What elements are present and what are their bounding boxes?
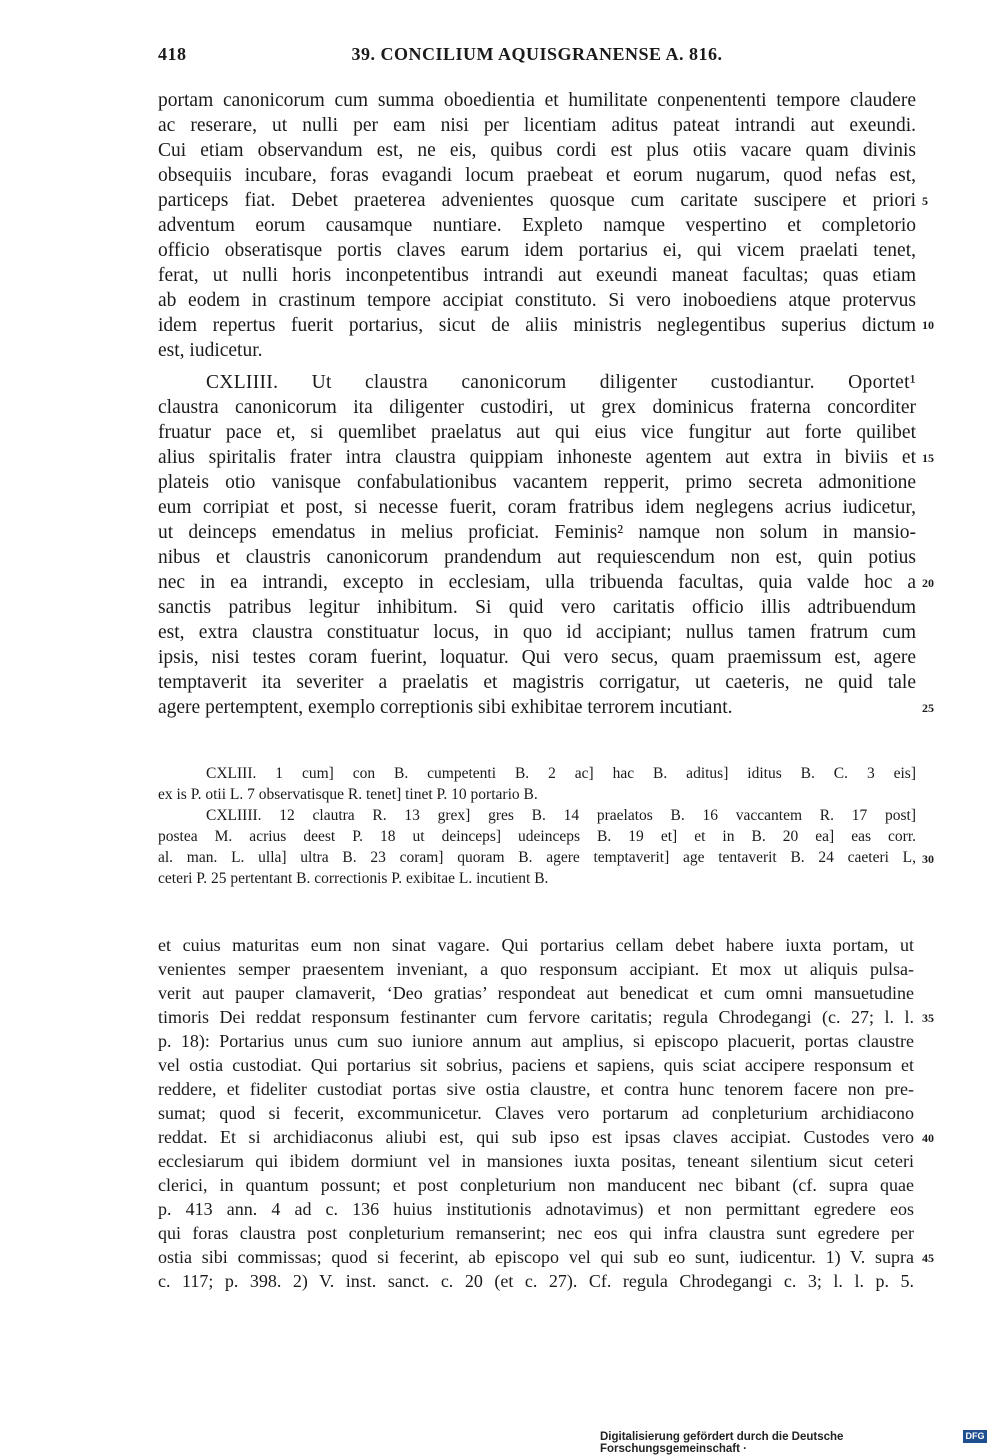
line-number: 10 xyxy=(922,318,934,332)
text-line: ferat, ut nulli horis inconpetentibus intrandi aut exeundi maneat facultas; quas etiam xyxy=(158,265,916,286)
apparatus-line: ex is P. otii L. 7 observatisque R. tenet] tinet P. 10 portario B. xyxy=(158,786,538,803)
line-number: 5 xyxy=(922,194,928,208)
note-line: qui foras claustra post conpleturium remanserint; nec eos qui infra claustra sunt egredere per xyxy=(158,1223,914,1243)
text-line: alius spiritalis frater intra claustra quippiam inhoneste agentem aut extra in biviis et xyxy=(158,447,916,468)
note-line: et cuius maturitas eum non sinat vagare. Qui portarius cellam debet habere iuxta portam, ut xyxy=(158,935,914,955)
note-line: reddere, et fideliter custodiat portas sive ostia claustre, et contra hunc tenorem facere non pre- xyxy=(158,1079,914,1099)
line-number: 40 xyxy=(922,1131,934,1145)
running-head xyxy=(158,44,916,70)
line-number: 25 xyxy=(922,701,934,715)
text-line: portam canonicorum cum summa oboedientia et humilitate conpenententi tempore claudere xyxy=(158,90,916,111)
note-line: vel ostia custodiat. Qui portarius sit sobrius, paciens et sapiens, quis sciat accipere responsum et xyxy=(158,1055,914,1075)
note-line: c. 117; p. 398. 2) V. inst. sanct. c. 20 (et c. 27). Cf. regula Chrodegangi c. 3; l. l. p. 5. xyxy=(158,1271,914,1291)
note-line: verit aut pauper clamaverit, ‘Deo gratias’ respondeat aut benedicat et cum omni mansuetudine xyxy=(158,983,914,1003)
line-number: 30 xyxy=(922,852,934,866)
text-line: Cui etiam observandum est, ne eis, quibus cordi est plus otiis vacare quam divinis xyxy=(158,140,916,161)
text-line: est, extra claustra constituatur locus, in quo id accipiant; nullus tamen fratrum cum xyxy=(158,622,916,643)
text-line: ab eodem in crastinum tempore accipiat constituto. Si vero inoboediens atque protervus xyxy=(158,290,916,311)
note-line: p. 18): Portarius unus cum suo iuniore annum aut amplius, si episcopo placuerit, portas claustre xyxy=(158,1031,914,1051)
text-line: sanctis patribus legitur inhibitum. Si quid vero caritatis officio illis adtribuendum xyxy=(158,597,916,618)
text-line: agere pertemptent, exemplo correptionis sibi exhibitae terrorem incutiant. xyxy=(158,697,733,718)
note-line: venientes semper praesentem inveniant, a quo responsum accipiant. Et mox ut aliquis pulsa- xyxy=(158,959,914,979)
text-line: officio obseratisque portis claves earum idem portarius ei, qui vicem praelati tenet, xyxy=(158,240,916,261)
running-title: 39. CONCILIUM AQUISGRANENSE A. 816. xyxy=(351,44,723,64)
note-line: ostia sibi commissas; quod si fecerint, ab episcopo vel qui sub eo sunt, iudicentur. 1) V. supra xyxy=(158,1247,914,1267)
text-line: plateis otio vanisque confabulationibus vacantem repperit, primo secreta admonitione xyxy=(158,472,916,493)
apparatus-line: ceteri P. 25 pertentant B. correctionis P. exibitae L. incutient B. xyxy=(158,870,549,887)
text-line: particeps fiat. Debet praeterea advenientes quosque cum caritate suscipere et priori xyxy=(158,190,916,211)
apparatus-line: CXLIII. 1 cum] con B. cumpetenti B. 2 ac] hac B. aditus] iditus B. C. 3 eis] xyxy=(206,765,916,782)
line-number: 15 xyxy=(922,451,934,465)
apparatus-line: al. man. L. ulla] ultra B. 23 coram] quoram B. agere temptaverit] age tentaverit B. 24 caeteri L, xyxy=(158,849,916,866)
text-line: ipsis, nisi testes coram fuerint, loquatur. Qui vero secus, quam praemissum est, agere xyxy=(158,647,916,668)
note-line: reddat. Et si archidiaconus aliubi est, qui sub ipso est ipsas claves accipiat. Custodes vero xyxy=(158,1127,914,1147)
text-line: claustra canonicorum ita diligenter custodiri, ut grex dominicus fraterna concorditer xyxy=(158,397,916,418)
line-number: 20 xyxy=(922,576,934,590)
text-line: ac reserare, ut nulli per eam nisi per licentiam aditus pateat intrandi aut exeundi. xyxy=(158,115,916,136)
line-number: 45 xyxy=(922,1251,934,1265)
text-line: fruatur pace et, si quemlibet praelatus aut qui eius vice fungitur aut forte quilibet xyxy=(158,422,916,443)
text-line: idem repertus fuerit portarius, sicut de aliis ministris neglegentibus superius dictum xyxy=(158,315,916,336)
dfg-logo: DFG xyxy=(963,1430,987,1443)
text-line: est, iudicetur. xyxy=(158,340,263,361)
note-line: clerici, in quantum possunt; et post conpleturium non manducent nec bibant (cf. supra quae xyxy=(158,1175,914,1195)
text-line: nec in ea intrandi, excepto in ecclesiam, ulla tribuenda facultas, quia valde hoc a xyxy=(158,572,916,593)
apparatus-line: CXLIIII. 12 clautra R. 13 grex] gres B. 14 praelatos B. 16 vaccantem R. 17 post] xyxy=(206,807,916,824)
text-line: adventum eorum causamque nuntiare. Expleto namque vespertino et completorio xyxy=(158,215,916,236)
page-number: 418 xyxy=(158,44,187,64)
note-line: ecclesiarum qui ibidem dormiunt vel in mansiones iuxta positas, teneant silentium sicut ceteri xyxy=(158,1151,914,1171)
text-line: eum corripiat et post, si necesse fuerit, coram fratribus idem neglegens acrius iudicetur, xyxy=(158,497,916,518)
text-line: temptaverit ita severiter a praelatis et magistris corrigatur, ut caeteris, ne quid tale xyxy=(158,672,916,693)
text-line: nibus et claustris canonicorum prandendum aut requiescendum non est, quin potius xyxy=(158,547,916,568)
chapter-heading: CXLIIII. Ut claustra canonicorum diligenter custodiantur. Oportet¹ xyxy=(206,372,916,393)
apparatus-line: postea M. acrius deest P. 18 ut deinceps] udeinceps B. 19 et] et in B. 20 ea] eas corr. xyxy=(158,828,916,845)
digitization-credit: Digitalisierung gefördert durch die Deutsche Forschungsgemeinschaft · xyxy=(600,1431,844,1455)
note-line: p. 413 ann. 4 ad c. 136 huius institutionis adnotavimus) et non permittant egredere eos xyxy=(158,1199,914,1219)
note-line: timoris Dei reddat responsum festinanter cum fervore caritatis; regula Chrodegangi (c. 27; l. l. xyxy=(158,1007,914,1027)
line-number: 35 xyxy=(922,1011,934,1025)
text-line: ut deinceps emendatus in melius proficiat. Feminis² namque non solum in mansio- xyxy=(158,522,916,543)
text-line: obsequiis incubare, foras evagandi locum praebeat et eorum nugarum, quod nefas est, xyxy=(158,165,916,186)
note-line: sumat; quod si fecerit, excommunicetur. Claves vero portarum ad conpleturium archidiacono xyxy=(158,1103,914,1123)
